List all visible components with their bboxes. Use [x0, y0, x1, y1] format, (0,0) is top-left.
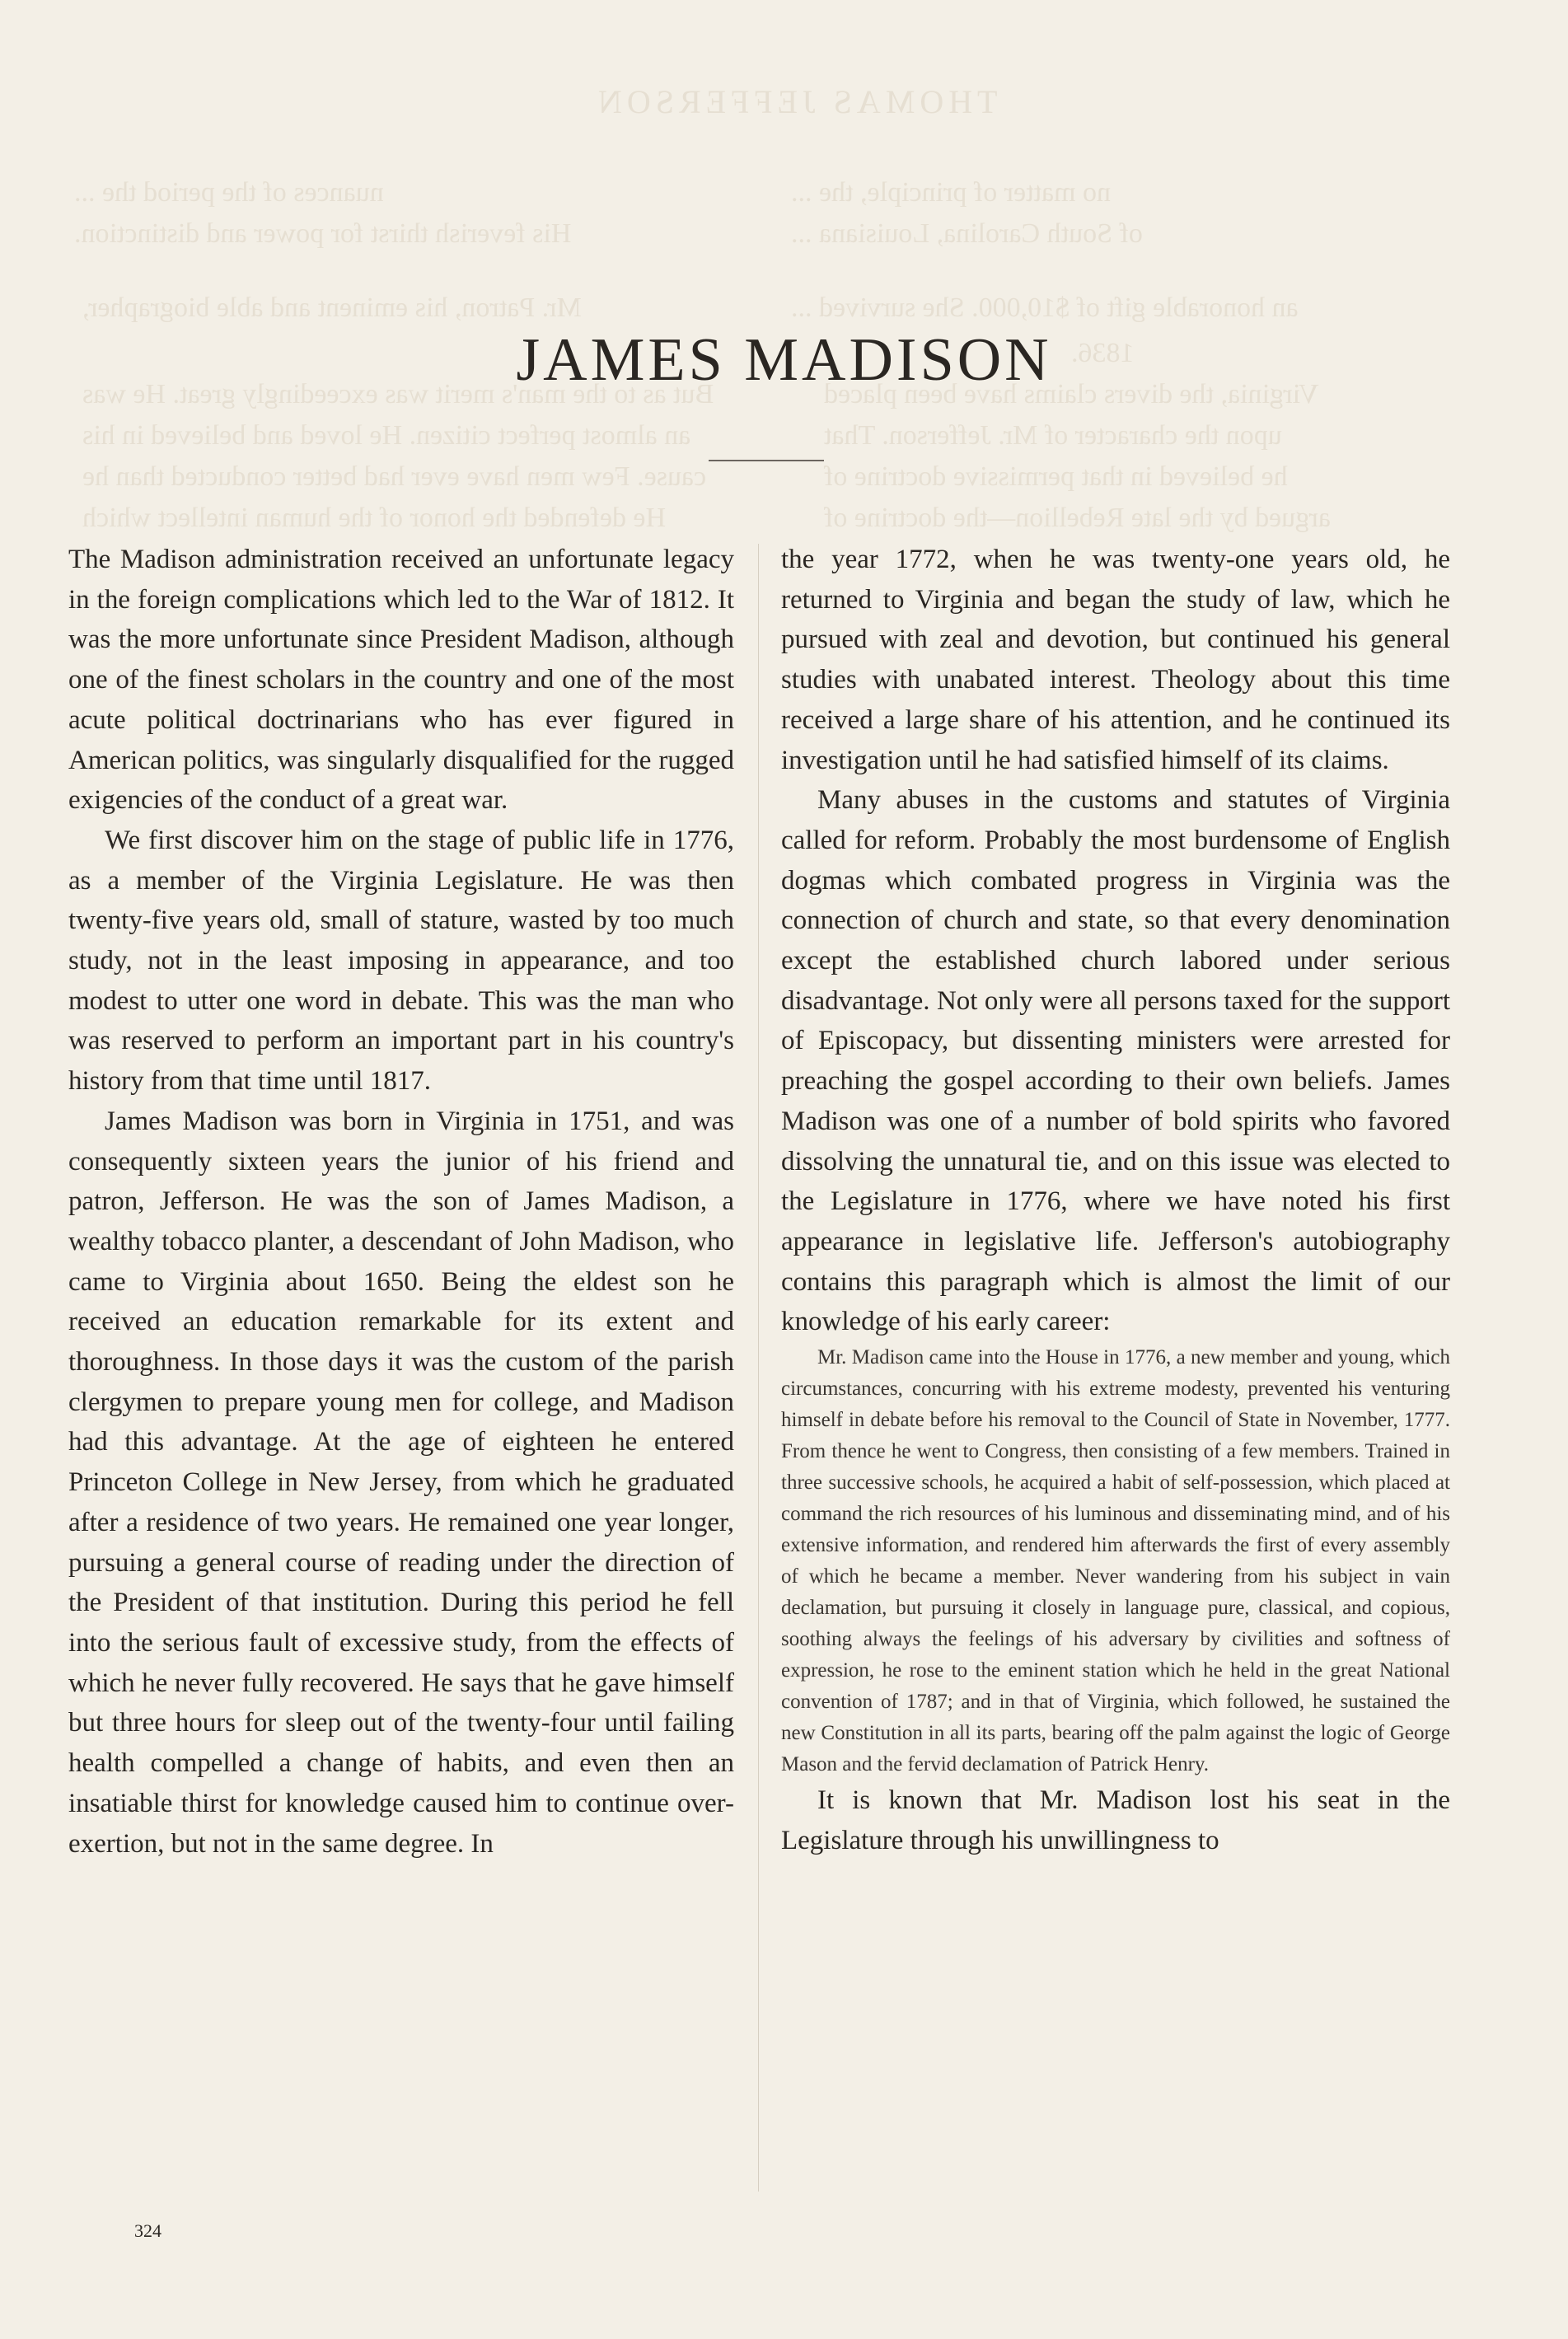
left-column — [68, 540, 734, 1864]
title-rule — [709, 460, 824, 461]
paragraph: We first discover him on the stage of public life in 1776, as a member of the Virginia Legislature. He was then twenty-five years old, small of stature, wasted by too much study, not in the least imposing in appearance, and too modest to utter one word in debate. This was the man who was reserved to perform an important part in his country's history from that time until 1817. — [68, 825, 734, 1097]
block-quote: Mr. Madison came into the House in 1776, a new member and young, which circumstances, concurring with his extreme modesty, prevented his venturing himself in debate before his removal to the Council of State in November, 1777. From thence he went to Congress, then consisting of a few members. Trained in three successive schools, he acquired a habit of self-possession, which placed at command the rich resources of his luminous and disseminating mind, and of his extensive information, and rendered him afterwards the first of every assembly of which he became a member. Never wandering from his subject in vain declamation, but pursuing it closely in language pure, classical, and copious, soothing always the feelings of his adversary by civilities and softness of expression, he rose to the eminent station which he held in the great National convention of 1787; and in that of Virginia, which followed, he sustained the new Constitution in all its parts, bearing off the palm against the logic of George Mason and the fervid declamation of Patrick Henry. — [781, 1346, 1450, 1776]
column-divider — [758, 544, 759, 2192]
bleed-through-text: THOMAS JEFFERSON nuances of the period the ... His feverish thirst for power and distinction. no matter of principle, the ... of South Carolina, Louisiana ... an honorable gift of $10,000. She survived ... Mr. Patron, his eminent and able biographer, 1836. Virginia, the divers claims have been placed upon the character of Mr. Jefferson. That he believed in that permissive doctrine of argued by the late Rebellion—the doctrine of But as to the man's merit was exceedingly great. He was an almost perfect citizen. He loved and believed in his cause. Few men have ever had better conducted than he He defended the honor of the human intellect which — [74, 83, 1331, 533]
paragraph: the year 1772, when he was twenty-one years old, he returned to Virginia and began the study of law, which he pursued with zeal and devotion, but continued his general studies with unabated interest. Theology about this time received a large share of his attention, and he continued its investigation until he had satisfied himself of its claims. — [781, 545, 1450, 775]
page-number: 324 — [134, 2220, 161, 2241]
paragraph: James Madison was born in Virginia in 1751, and was consequently sixteen years the junior of his friend and patron, Jefferson. He was the son of James Madison, a wealthy tobacco planter, a descendant of John Madison, who came to Virginia about 1650. Being the eldest son he received an education remarkable for its extent and thoroughness. In those days it was the custom of the parish clergymen to prepare young men for college, and Madison had this advantage. At the age of eighteen he entered Princeton College in New Jersey, from which he graduated after a residence of two years. He remained one year longer, pursuing a general course of reading under the direction of the President of that institution. During this period he fell into the serious fault of excessive study, from the effects of which he never fully recovered. He says that he gave himself but three hours for sleep out of the twenty-four until failing health compelled a change of habits, and even then an insatiable thirst for knowledge caused him to continue over-exertion, but not in the same degree. In — [68, 1106, 734, 1859]
paragraph: Many abuses in the customs and statutes of Virginia called for reform. Probably the most burdensome of English dogmas which combated progress in Virginia was the connection of church and state, so that every denomination except the established church labored under serious disadvantage. Not only were all persons taxed for the support of Episcopacy, but dissenting ministers were arrested for preaching the gospel according to their own beliefs. James Madison was one of a number of bold spirits who favored dissolving the unnatural tie, and on this issue was elected to the Legislature in 1776, where we have noted his first appearance in legislative life. Jefferson's autobiography contains this paragraph which is almost the limit of our knowledge of his early career: — [781, 785, 1450, 1337]
paragraph: The Madison administration received an unfortunate legacy in the foreign complications which led to the War of 1812. It was the more unfortunate since President Madison, although one of the finest scholars in the country and one of the most acute political doctrinarians who has ever figured in American politics, was singularly disqualified for the rugged exigencies of the conduct of a great war. — [68, 545, 734, 816]
right-column — [781, 540, 1450, 1860]
paragraph: It is known that Mr. Madison lost his seat in the Legislature through his unwillingness to — [781, 1785, 1450, 1855]
page-title: JAMES MADISON — [516, 326, 1052, 394]
